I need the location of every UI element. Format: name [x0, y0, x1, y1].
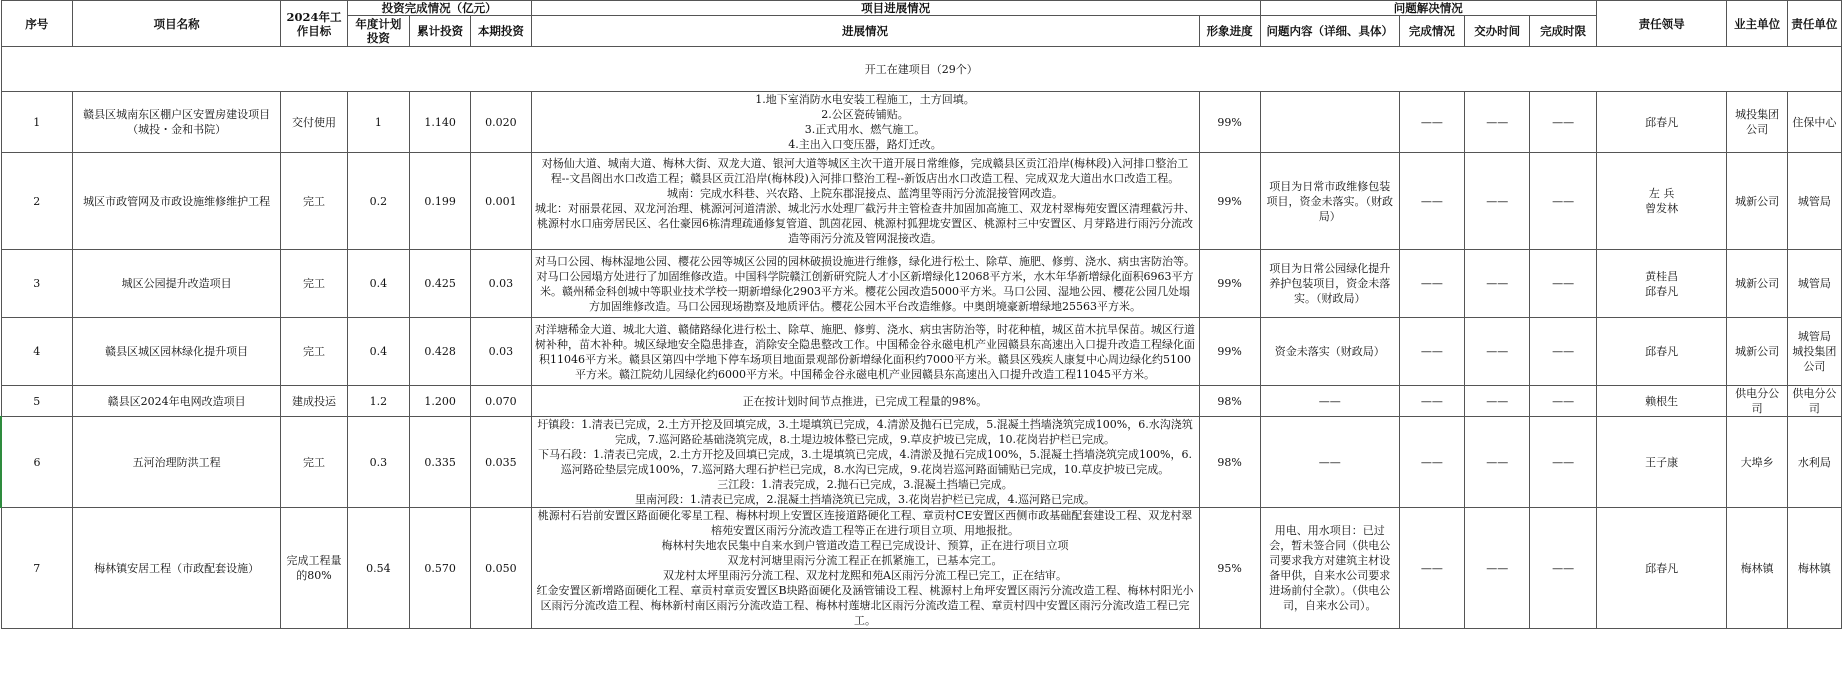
cell-resp-unit[interactable]: 住保中心: [1787, 92, 1841, 153]
cell-owner[interactable]: 城新公司: [1727, 250, 1787, 318]
cell-deadline[interactable]: ——: [1530, 153, 1596, 250]
progress-line: 城北：对丽景花园、双龙河治理、桃源河河道清淤、城北污水处理厂截污井主管检查井加固加高施工、双龙村翠梅苑安置区清理截污井、桃源村水口庙旁居民区、名仕豪园6栋清理疏通修复管道、凯茵花园、桃源村狐狸垅安置区、桃源村三中安置区、月芽路进行雨污分流改造等雨污分流及管网混接改造。: [535, 202, 1196, 245]
cell-name[interactable]: 城区市政管网及市政设施维修维护工程: [72, 153, 280, 250]
cell-cumulative[interactable]: 0.335: [410, 417, 471, 508]
progress-line: 双龙村太坪里雨污分流工程、双龙村龙熙和苑A区雨污分流工程已完工，正在结审。: [663, 569, 1067, 582]
cell-cumulative[interactable]: 1.200: [410, 386, 471, 417]
cell-leader[interactable]: 赖根生: [1596, 386, 1727, 417]
cell-leader[interactable]: 左 兵 曾发林: [1596, 153, 1727, 250]
cell-deadline[interactable]: ——: [1530, 508, 1596, 629]
progress-line: 双龙村河塘里雨污分流工程正在抓紧施工，已基本完工。: [727, 554, 1003, 567]
header-completion[interactable]: 完成情况: [1399, 16, 1464, 47]
cell-completion[interactable]: ——: [1399, 417, 1464, 508]
cell-annual-plan[interactable]: 0.4: [347, 318, 409, 386]
progress-line: 桃源村石岩前安置区路面硬化零星工程、梅林村坝上安置区连接道路硬化工程、章贡村CE安置区西侧市政基础配套建设工程、双龙村翠榕苑安置区雨污分流改造工程等正在进行项目立项、用地报批。: [537, 509, 1193, 537]
progress-line: 里南河段：1.清表已完成，2.混凝土挡墙浇筑已完成，3.花岗岩护栏已完成，4.巡河路已完成。: [635, 493, 1096, 506]
header-seq[interactable]: 序号: [1, 1, 72, 47]
cell-handover-time[interactable]: ——: [1465, 153, 1530, 250]
header-goal[interactable]: 2024年工作目标: [281, 1, 347, 47]
cell-cumulative[interactable]: 0.425: [410, 250, 471, 318]
progress-line: 梅林村失地农民集中自来水到户管道改造工程已完成设计、预算，正在进行项目立项: [661, 539, 1069, 552]
cell-cumulative[interactable]: 0.199: [410, 153, 471, 250]
header-investment-group[interactable]: 投资完成情况（亿元）: [347, 1, 531, 16]
cell-seq[interactable]: 3: [1, 250, 72, 318]
header-issue-content[interactable]: 问题内容（详细、具体）: [1260, 16, 1399, 47]
cell-completion[interactable]: ——: [1399, 250, 1464, 318]
header-progress-detail[interactable]: 进展情况: [531, 16, 1199, 47]
cell-handover-time[interactable]: ——: [1465, 250, 1530, 318]
table-row: [1, 508, 1842, 629]
cell-visual-progress[interactable]: 99%: [1199, 92, 1260, 153]
cell-progress[interactable]: [531, 92, 1199, 153]
cell-issue[interactable]: 项目为日常市政维修包装项目，资金未落实。（财政局）: [1260, 153, 1399, 250]
cell-goal[interactable]: 完成工程量的80%: [281, 508, 347, 629]
cell-progress[interactable]: [531, 318, 1199, 386]
cell-progress[interactable]: [531, 386, 1199, 417]
cell-seq[interactable]: 2: [1, 153, 72, 250]
cell-owner[interactable]: 城新公司: [1727, 318, 1787, 386]
cell-progress[interactable]: [531, 153, 1199, 250]
cell-visual-progress[interactable]: 95%: [1199, 508, 1260, 629]
header-resp-unit[interactable]: 责任单位: [1787, 1, 1841, 47]
cell-visual-progress[interactable]: 99%: [1199, 250, 1260, 318]
cell-owner[interactable]: 大埠乡: [1727, 417, 1787, 508]
cell-deadline[interactable]: ——: [1530, 92, 1596, 153]
cell-deadline[interactable]: ——: [1530, 386, 1596, 417]
cell-goal[interactable]: 完工: [281, 250, 347, 318]
cell-current[interactable]: 0.001: [471, 153, 531, 250]
cell-goal[interactable]: 交付使用: [281, 92, 347, 153]
cell-goal[interactable]: 完工: [281, 318, 347, 386]
cell-current[interactable]: 0.050: [471, 508, 531, 629]
cell-current[interactable]: 0.03: [471, 250, 531, 318]
cell-seq[interactable]: 6: [1, 417, 72, 508]
cell-annual-plan[interactable]: 0.54: [347, 508, 409, 629]
cell-visual-progress[interactable]: 99%: [1199, 153, 1260, 250]
cell-annual-plan[interactable]: 1: [347, 92, 409, 153]
cell-resp-unit[interactable]: 供电分公司: [1787, 386, 1841, 417]
cell-leader[interactable]: 邱春凡: [1596, 318, 1727, 386]
cell-handover-time[interactable]: ——: [1465, 318, 1530, 386]
progress-line: 下马石段：1.清表已完成，2.土方开挖及回填已完成，3.土堤填筑已完成，4.清淤及抛石完成100%，5.混凝土挡墙浇筑完成100%，6.巡河路砼垫层完成100%，7.巡河路大理石护栏已完成，8.水沟已完成，9.花岗岩巡河路面铺贴已完成，10.草皮护坡已完成。: [538, 448, 1192, 476]
cell-annual-plan[interactable]: 0.4: [347, 250, 409, 318]
progress-line: 对马口公园、梅林湿地公园、樱花公园等城区公园的园林破损设施进行维修，绿化进行松土、除草、施肥、修剪、浇水、病虫害防治等。对马口公园塌方处进行了加固维修改造。中国科学院赣江创新研究院人才小区新增绿化12068平方米，水木年华新增绿化面积6963平方米。赣州稀金科创城中等职业技术学校一期新增绿化2903平方米。樱花公园改造5000平方米。马口公园、湿地公园、樱花公园几处塌方加固维修改造。马口公园现场勘察及地质评估。樱花公园木平台改造维修。中奥朗境豪新增绿地25563平方米。: [535, 254, 1196, 313]
header-name[interactable]: 项目名称: [72, 1, 280, 47]
cell-issue[interactable]: 项目为日常公园绿化提升养护包装项目，资金未落实。（财政局）: [1260, 250, 1399, 318]
cell-cumulative[interactable]: 0.570: [410, 508, 471, 629]
cell-completion[interactable]: ——: [1399, 508, 1464, 629]
cell-completion[interactable]: ——: [1399, 386, 1464, 417]
cell-seq[interactable]: 7: [1, 508, 72, 629]
progress-line: 三江段：1.清表完成，2.抛石已完成，3.混凝土挡墙已完成。: [717, 478, 1013, 491]
table-row: [1, 318, 1842, 386]
cell-name[interactable]: 城区公园提升改造项目: [72, 250, 280, 318]
header-owner[interactable]: 业主单位: [1727, 1, 1787, 47]
cell-name[interactable]: 赣县区城区园林绿化提升项目: [72, 318, 280, 386]
cell-seq[interactable]: 1: [1, 92, 72, 153]
header-visual-progress[interactable]: 形象进度: [1199, 16, 1260, 47]
cell-seq[interactable]: 4: [1, 318, 72, 386]
progress-line: 对杨仙大道、城南大道、梅林大街、双龙大道、银河大道等城区主次干道开展日常维修，完成赣县区贡江沿岸(梅林段)入河排口整治工程--文昌阁出水口改造工程；赣县区贡江沿岸(梅林段)入河排口整治工程--新饭店出水口改造工程、完成双龙大道出水口改造工程。: [541, 157, 1189, 185]
progress-line: 城南：完成水科巷、兴农路、上院东郡混接点、蓝湾里等雨污分流混接管网改造。: [667, 187, 1064, 200]
cell-current[interactable]: 0.035: [471, 417, 531, 508]
table-row: [1, 92, 1842, 153]
table-row: [1, 250, 1842, 318]
cell-visual-progress[interactable]: 99%: [1199, 318, 1260, 386]
cell-deadline[interactable]: ——: [1530, 250, 1596, 318]
cell-progress[interactable]: [531, 417, 1199, 508]
cell-progress[interactable]: [531, 508, 1199, 629]
header-handover-time[interactable]: 交办时间: [1465, 16, 1530, 47]
cell-resp-unit[interactable]: 城管局: [1787, 153, 1841, 250]
progress-line: 圩镇段：1.清表已完成，2.土方开挖及回填完成，3.土堤填筑已完成，4.清淤及抛石已完成，5.混凝土挡墙浇筑完成100%，6.水沟浇筑完成，7.巡河路砼基础浇筑完成，8.土堤边坡体整已完成，9.草皮护坡已完成，10.花岗岩护栏已完成。: [537, 418, 1193, 446]
section-title[interactable]: 开工在建项目（29个）: [1, 47, 1842, 92]
cell-leader[interactable]: 王子康: [1596, 417, 1727, 508]
cell-resp-unit[interactable]: 水利局: [1787, 417, 1841, 508]
cell-issue[interactable]: 用电、用水项目：已过会，暂未签合同（供电公司要求我方对建筑主材设备甲供，自来水公司要求进场前付全款）。（供电公司，自来水公司）。: [1260, 508, 1399, 629]
header-annual-plan[interactable]: 年度计划投资: [347, 16, 409, 47]
cell-owner[interactable]: 城新公司: [1727, 153, 1787, 250]
header-group-row: [1, 1, 1842, 16]
section-row: [1, 47, 1842, 92]
header-issue-group[interactable]: 问题解决情况: [1260, 1, 1596, 16]
cell-completion[interactable]: ——: [1399, 92, 1464, 153]
cell-issue[interactable]: [1260, 92, 1399, 153]
progress-line: 对洋塘稀金大道、城北大道、赣储路绿化进行松土、除草、施肥、修剪、浇水、病虫害防治等，时花种植，城区苗木抗旱保苗。城区行道树补种，苗木补种。城区绿地安全隐患排查，消除安全隐患整改工作。中国稀金谷永磁电机产业园赣县东高速出入口提升改造工程绿化面积11046平方米。赣县区第四中学地下停车场项目地面景观部份新增绿化面积约7000平方米。赣县区残疾人康复中心周边绿化约5100平方米。赣江院幼儿园绿化约6000平方米。中国稀金谷永磁电机产业园赣县东高速出入口提升改造工程11045平方米。: [535, 322, 1196, 381]
cell-name[interactable]: 梅林镇安居工程（市政配套设施）: [72, 508, 280, 629]
cell-goal[interactable]: 完工: [281, 153, 347, 250]
header-current[interactable]: 本期投资: [471, 16, 531, 47]
cell-owner[interactable]: 城投集团公司: [1727, 92, 1787, 153]
table-row: [1, 417, 1842, 508]
cell-visual-progress[interactable]: 98%: [1199, 386, 1260, 417]
table-row: [1, 153, 1842, 250]
cell-progress[interactable]: [531, 250, 1199, 318]
cell-completion[interactable]: ——: [1399, 153, 1464, 250]
cell-handover-time[interactable]: ——: [1465, 508, 1530, 629]
cell-annual-plan[interactable]: 1.2: [347, 386, 409, 417]
cell-seq[interactable]: 5: [1, 386, 72, 417]
cell-handover-time[interactable]: ——: [1465, 92, 1530, 153]
progress-line: 3.正式用水、燃气施工。: [804, 123, 926, 136]
cell-leader[interactable]: 邱春凡: [1596, 92, 1727, 153]
progress-line: 2.公区瓷砖铺贴。: [821, 108, 909, 121]
cell-owner[interactable]: 梅林镇: [1727, 508, 1787, 629]
cell-current[interactable]: 0.070: [471, 386, 531, 417]
cell-owner[interactable]: 供电分公司: [1727, 386, 1787, 417]
cell-issue[interactable]: 资金未落实（财政局）: [1260, 318, 1399, 386]
cell-annual-plan[interactable]: 0.3: [347, 417, 409, 508]
progress-line: 正在按计划时间节点推进，已完成工程量的98%。: [742, 394, 988, 408]
header-leader[interactable]: 责任领导: [1596, 1, 1727, 47]
cell-deadline[interactable]: ——: [1530, 318, 1596, 386]
cell-leader[interactable]: 黄桂昌 邱春凡: [1596, 250, 1727, 318]
cell-handover-time[interactable]: ——: [1465, 417, 1530, 508]
cell-completion[interactable]: ——: [1399, 318, 1464, 386]
cell-issue[interactable]: ——: [1260, 386, 1399, 417]
cell-current[interactable]: 0.03: [471, 318, 531, 386]
cell-name[interactable]: 五河治理防洪工程: [72, 417, 280, 508]
cell-visual-progress[interactable]: 98%: [1199, 417, 1260, 508]
cell-cumulative[interactable]: 0.428: [410, 318, 471, 386]
header-deadline[interactable]: 完成时限: [1530, 16, 1596, 47]
cell-goal[interactable]: 建成投运: [281, 386, 347, 417]
cell-resp-unit[interactable]: 城管局: [1787, 250, 1841, 318]
header-cumulative[interactable]: 累计投资: [410, 16, 471, 47]
cell-current[interactable]: 0.020: [471, 92, 531, 153]
cell-annual-plan[interactable]: 0.2: [347, 153, 409, 250]
cell-name[interactable]: 赣县区2024年电网改造项目: [72, 386, 280, 417]
cell-deadline[interactable]: ——: [1530, 417, 1596, 508]
header-progress-group[interactable]: 项目进展情况: [531, 1, 1260, 16]
cell-goal[interactable]: 完工: [281, 417, 347, 508]
cell-leader[interactable]: 邱春凡: [1596, 508, 1727, 629]
cell-resp-unit[interactable]: 梅林镇: [1787, 508, 1841, 629]
table-row: [1, 386, 1842, 417]
cell-name[interactable]: 赣县区城南东区棚户区安置房建设项目（城投・金和书院）: [72, 92, 280, 153]
progress-line: 4.主出入口变压器，路灯迁改。: [788, 138, 942, 151]
cell-issue[interactable]: ——: [1260, 417, 1399, 508]
table-body: [1, 47, 1842, 629]
cell-cumulative[interactable]: 1.140: [410, 92, 471, 153]
cell-resp-unit[interactable]: 城管局 城投集团公司: [1787, 318, 1841, 386]
cell-handover-time[interactable]: ——: [1465, 386, 1530, 417]
progress-line: 1.地下室消防水电安装工程施工，土方回填。: [755, 93, 975, 106]
progress-line: 红金安置区新增路面硬化工程、章贡村章贡安置区B块路面硬化及涵管铺设工程、桃源村上角坪安置区雨污分流改造工程、梅林村阳光小区雨污分流改造工程、梅林新村南区雨污分流改造工程、梅林村莲塘北区雨污分流改造工程、章贡村四中安置区雨污分流改造工程已完工。: [536, 584, 1194, 627]
